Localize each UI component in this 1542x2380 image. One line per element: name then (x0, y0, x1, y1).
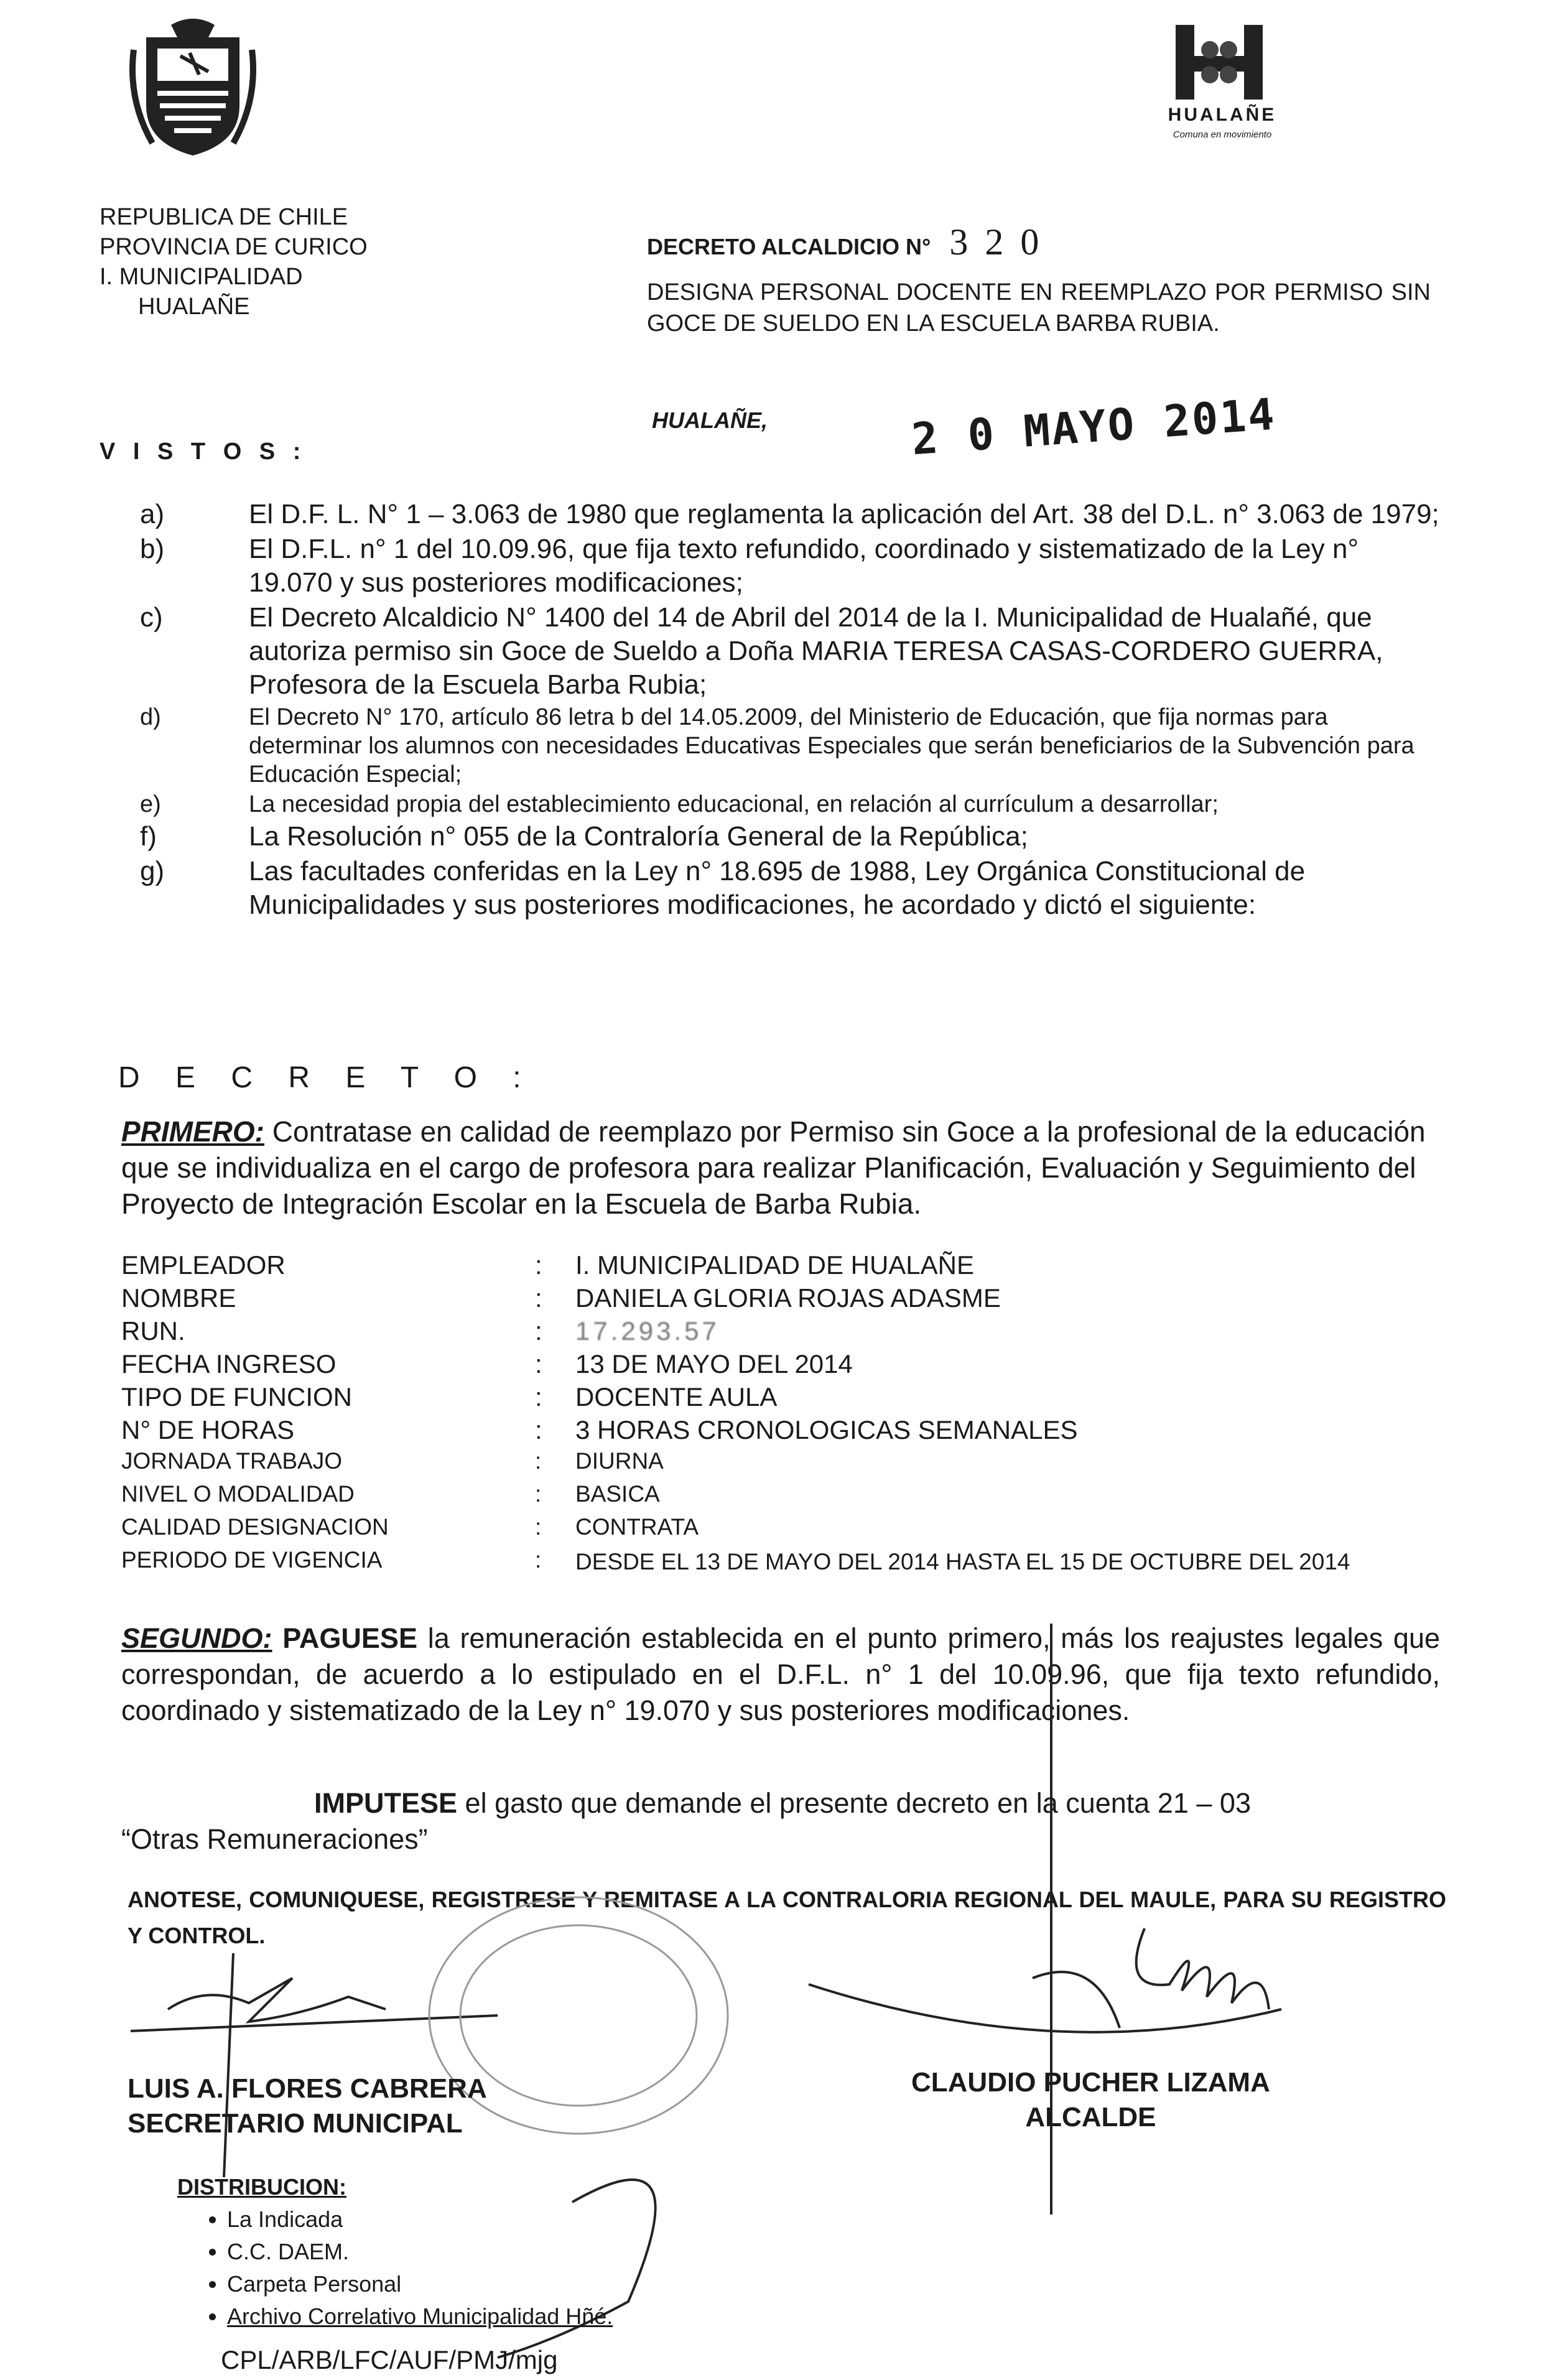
field-value: DIURNA (575, 1448, 664, 1474)
header-line: REPUBLICA DE CHILE (100, 204, 348, 230)
reference-initials: CPL/ARB/LFC/AUF/PMJ/mjg (221, 2345, 558, 2374)
segundo-bold: PAGUESE (272, 1622, 417, 1654)
field-value: DANIELA GLORIA ROJAS ADASME (575, 1283, 1001, 1313)
field-value: DESDE EL 13 DE MAYO DEL 2014 HASTA EL 15 DE OCTUBRE DEL 2014 (575, 1549, 1350, 1574)
field-label: NOMBRE (121, 1283, 236, 1313)
field-value: BASICA (575, 1481, 660, 1507)
field-row: PERIODO DE VIGENCIA : DESDE EL 13 DE MAYO DEL 2014 HASTA EL 15 DE OCTUBRE DEL 2014 (121, 1547, 1490, 1609)
item-letter: e) (140, 791, 161, 817)
item-letter: a) (140, 499, 165, 529)
distribution-title: DISTRIBUCION: (177, 2174, 346, 2200)
field-value-redacted: 17.293.57 (575, 1316, 720, 1346)
decree-label: DECRETO ALCALDICIO N° (647, 234, 931, 259)
distribution-item: • C.C. DAEM. (227, 2236, 613, 2268)
vistos-item (140, 498, 1440, 531)
vistos-item (140, 703, 1440, 789)
distribution-item: • La Indicada (227, 2203, 613, 2236)
employee-fields (121, 1250, 1490, 1609)
field-label: PERIODO DE VIGENCIA (121, 1547, 383, 1573)
field-label: FECHA INGRESO (121, 1349, 337, 1378)
field-row: N° DE HORAS : 3 HORAS CRONOLOGICAS SEMANALES (121, 1415, 1490, 1448)
secretary-name: LUIS A. FLORES CABRERA (128, 2073, 487, 2104)
item-letter: b) (140, 534, 165, 564)
mayor-name: CLAUDIO PUCHER LIZAMA (911, 2067, 1270, 2098)
hualane-logo-icon (1151, 19, 1288, 162)
vistos-item (140, 820, 1440, 853)
logo-tagline: Comuna en movimiento (1173, 129, 1272, 140)
item-text: La Resolución n° 055 de la Contraloría General de la República; (249, 821, 1028, 852)
mayor-signature-block (911, 2065, 1270, 2135)
field-label: JORNADA TRABAJO (121, 1448, 343, 1474)
imputese-label: IMPUTESE (314, 1787, 458, 1819)
field-row: FECHA INGRESO : 13 DE MAYO DEL 2014 (121, 1349, 1490, 1382)
field-value: I. MUNICIPALIDAD DE HUALAÑE (575, 1250, 975, 1280)
vistos-list (140, 498, 1440, 923)
decree-number-value: 3 2 0 (949, 221, 1043, 263)
decree-subject: DESIGNA PERSONAL DOCENTE EN REEMPLAZO POR PERMISO SIN GOCE DE SUELDO EN LA ESCUELA BARBA RUBIA. (647, 279, 1431, 337)
item-letter: c) (140, 602, 163, 633)
item-text: Las facultades conferidas en la Ley n° 18.695 de 1988, Ley Orgánica Constitucional de Municipalidades y sus posteriores modificaciones, he acordado y dictó el siguiente: (249, 856, 1306, 920)
item-letter: g) (140, 856, 165, 886)
field-value: CONTRATA (575, 1514, 699, 1540)
decree-number (647, 221, 1043, 264)
segundo-text: la remuneración establecida en el punto primero, más los reajustes legales que correspondan, de acuerdo a lo estipulado en el D.F.L. n° 1 del 10.09.96, que fija texto refundido, coordinado y sistematizado de la Ley n° 19.070 y sus posteriores modificaciones. (121, 1622, 1440, 1726)
item-letter: f) (140, 821, 157, 852)
field-row: CALIDAD DESIGNACION : CONTRATA (121, 1514, 1490, 1547)
vistos-heading: V I S T O S : (100, 439, 307, 465)
vistos-item (140, 855, 1440, 922)
field-row: JORNADA TRABAJO : DIURNA (121, 1448, 1490, 1481)
imputese-paragraph (121, 1785, 1440, 1857)
field-value: 3 HORAS CRONOLOGICAS SEMANALES (575, 1415, 1078, 1444)
field-value: 13 DE MAYO DEL 2014 (575, 1349, 853, 1378)
item-text: El Decreto N° 170, artículo 86 letra b del 14.05.2009, del Ministerio de Educación, que fija normas para determinar los alumnos con necesidades Educativas Especiales que serán beneficiarios de la Subvención para Educación Especial; (249, 704, 1414, 788)
field-label: CALIDAD DESIGNACION (121, 1514, 389, 1540)
field-label: NIVEL O MODALIDAD (121, 1481, 355, 1507)
field-row: TIPO DE FUNCION : DOCENTE AULA (121, 1382, 1490, 1415)
anotese-paragraph: ANOTESE, COMUNIQUESE, REGISTRESE Y REMITASE A LA CONTRALORIA REGIONAL DEL MAULE, PARA SU REGISTRO Y CONTROL. (128, 1887, 1446, 1948)
distribution-item: • Archivo Correlativo Municipalidad Hñé. (227, 2300, 613, 2333)
secretary-role: SECRETARIO MUNICIPAL (128, 2108, 463, 2139)
imputese-text: el gasto que demande el presente decreto en la cuenta 21 – 03 (457, 1787, 1251, 1819)
item-text: El Decreto Alcaldicio N° 1400 del 14 de Abril del 2014 de la I. Municipalidad de Hualañé, que autoriza permiso sin Goce de Sueldo a Doña MARIA TERESA CASAS-CORDERO GUERRA, Profesora de la Escuela Barba Rubia; (249, 602, 1383, 700)
field-row: NIVEL O MODALIDAD : BASICA (121, 1481, 1490, 1514)
mayor-role: ALCALDE (1025, 2102, 1156, 2132)
imputese-line2: “Otras Remuneraciones” (121, 1823, 428, 1855)
header-line: HUALAÑE (138, 294, 250, 320)
primero-paragraph (121, 1113, 1440, 1222)
item-text: El D.F.L. n° 1 del 10.09.96, que fija texto refundido, coordinado y sistematizado de la Ley n° 19.070 y sus posteriores modificaciones; (249, 534, 1359, 598)
field-row: NOMBRE : DANIELA GLORIA ROJAS ADASME (121, 1283, 1490, 1316)
logo-name: HUALAÑE (1168, 105, 1277, 125)
decree-place: HUALAÑE, (652, 407, 768, 433)
distribution-list (177, 2171, 613, 2333)
field-row: RUN. : 17.293.57 (121, 1316, 1490, 1349)
item-letter: d) (140, 704, 161, 730)
vistos-item (140, 532, 1440, 600)
distribution-item: • Carpeta Personal (227, 2268, 613, 2300)
date-stamp: 2 0 MAYO 2014 (909, 388, 1278, 465)
header-line: I. MUNICIPALIDAD (100, 264, 303, 290)
item-text: El D.F. L. N° 1 – 3.063 de 1980 que reglamenta la aplicación del Art. 38 del D.L. n° 3.063 de 1979; (249, 499, 1439, 529)
decreto-heading: D E C R E T O : (118, 1061, 535, 1094)
segundo-paragraph (121, 1620, 1440, 1729)
item-text: La necesidad propia del establecimiento educacional, en relación al currículum a desarrollar; (249, 791, 1219, 817)
field-label: N° DE HORAS (121, 1415, 295, 1444)
field-label: EMPLEADOR (121, 1250, 286, 1280)
field-value: DOCENTE AULA (575, 1382, 778, 1411)
vistos-item (140, 790, 1440, 819)
field-label: TIPO DE FUNCION (121, 1382, 353, 1411)
header-line: PROVINCIA DE CURICO (100, 234, 368, 260)
primero-text: Contratase en calidad de reemplazo por Permiso sin Goce a la profesional de la educación que se individualiza en el cargo de profesora para realizar Planificación, Evaluación y Seguimiento del Proyecto de Integración Escolar en la Escuela de Barba Rubia. (121, 1115, 1426, 1220)
issuer-header (100, 202, 368, 322)
vistos-item (140, 601, 1440, 702)
municipal-crest-icon (121, 12, 264, 162)
primero-label: PRIMERO: (121, 1115, 264, 1148)
segundo-label: SEGUNDO: (121, 1622, 272, 1654)
field-label: RUN. (121, 1316, 185, 1346)
field-row: EMPLEADOR : I. MUNICIPALIDAD DE HUALAÑE (121, 1250, 1490, 1283)
secretary-signature-block (128, 2071, 487, 2141)
